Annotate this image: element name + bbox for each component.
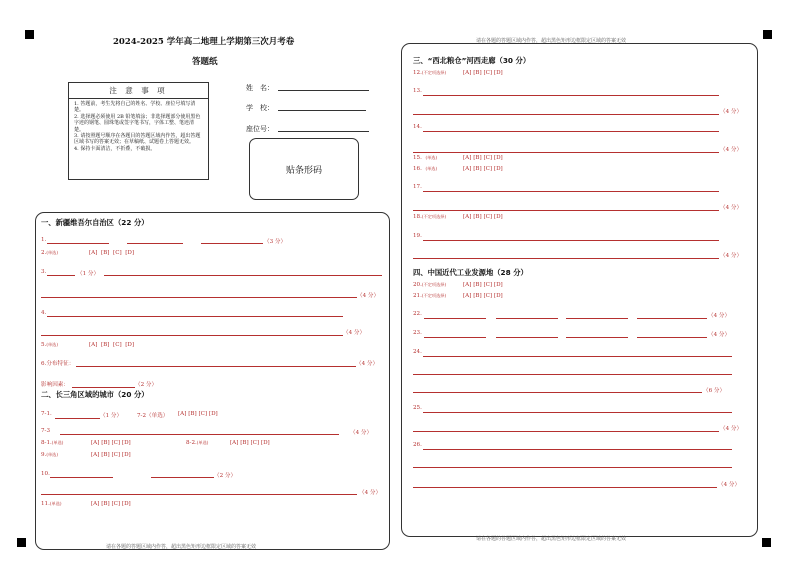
- q23-score: （4 分）: [708, 332, 731, 338]
- notice-item: 4. 保持卡面清洁，不折叠，不破损。: [74, 145, 156, 152]
- seat-label: 座位号：: [246, 125, 274, 133]
- q19-line-2[interactable]: [413, 258, 719, 259]
- q20-label: 20.(不定项选择): [413, 282, 447, 288]
- q10-blank-1[interactable]: [50, 477, 113, 478]
- q7-2-label: 7-2（单选）: [137, 413, 169, 419]
- q6b-label: 影响因素：: [41, 382, 69, 388]
- q13-line-1[interactable]: [423, 95, 719, 96]
- section-3-heading: 三、“西北粮仓”河西走廊（30 分）: [413, 56, 531, 65]
- notice-box: [68, 82, 209, 180]
- q26-label: 26.: [413, 442, 422, 448]
- notice-heading: 注 意 事 项: [109, 86, 168, 95]
- section-4-heading: 四、中国近代工业发源地（28 分）: [413, 268, 528, 277]
- page-subtitle: 答题纸: [192, 57, 218, 67]
- q6-score: （4 分）: [356, 361, 379, 367]
- q3-line-1[interactable]: [104, 275, 382, 276]
- q10-score: （2 分）: [214, 473, 237, 479]
- q19-score: （4 分）: [720, 253, 743, 259]
- q22-blank-2[interactable]: [496, 318, 558, 319]
- boundary-notice-top-right: 请在各题的答题区域内作答，超出黑色矩形边框限定区域的答案无效: [476, 38, 627, 44]
- q1-label: 1.: [41, 237, 47, 243]
- notice-item: 3. 请按照题号顺序在各题目的答题区域内作答，超出答题区域书写的答案无效；在草稿纸、试题卷上答题无效。: [74, 133, 201, 146]
- section-1-heading: 一、新疆维吾尔自治区（22 分）: [41, 218, 149, 227]
- q15-label: 15. (单选): [413, 155, 438, 161]
- q4-score: （4 分）: [343, 330, 366, 336]
- alignment-mark-top-left: [25, 30, 34, 39]
- q25-score: （4 分）: [720, 426, 743, 432]
- q14-label: 14.: [413, 124, 422, 130]
- q11-label: 11.(单选): [41, 501, 62, 507]
- q2-label: 2.(单选): [41, 250, 58, 256]
- q25-line-1[interactable]: [423, 412, 732, 413]
- section-2-heading: 二、长三角区域的城市（20 分）: [41, 390, 149, 399]
- notice-item: 1. 答题前，考生先将自己的姓名、学校、座位号填写清楚。: [74, 101, 196, 114]
- school-label: 学 校：: [246, 104, 274, 112]
- q16-label: 16. (单选): [413, 166, 438, 172]
- q2-choices[interactable]: [A] [B] [C] [D]: [89, 250, 135, 256]
- q24-label: 24.: [413, 349, 422, 355]
- answer-box-left: [35, 212, 390, 550]
- q26-line-1[interactable]: [423, 449, 732, 450]
- q6b-score: （2 分）: [135, 382, 158, 388]
- q23-blank-4[interactable]: [637, 337, 707, 338]
- q24-line-1[interactable]: [423, 356, 732, 357]
- q22-blank-3[interactable]: [566, 318, 628, 319]
- q1-blank-3[interactable]: [201, 243, 263, 244]
- q15-choices[interactable]: [A] [B] [C] [D]: [463, 155, 503, 161]
- q7-3-label: 7-3: [41, 428, 51, 434]
- q6-label: 6.分布特征：: [41, 361, 75, 367]
- name-label: 姓 名：: [246, 84, 274, 92]
- q20-choices[interactable]: [A] [B] [C] [D]: [463, 282, 503, 288]
- q3-score: （1 分）: [77, 271, 100, 277]
- q1-blank-2[interactable]: [127, 243, 183, 244]
- q3-blank[interactable]: [47, 275, 75, 276]
- barcode-area[interactable]: 贴条形码: [249, 138, 359, 200]
- q8-1-choices[interactable]: [A] [B] [C] [D]: [91, 440, 131, 446]
- q23-blank-3[interactable]: [566, 337, 628, 338]
- q8-2-label: 8-2.(单选): [186, 440, 209, 446]
- q26-line-2[interactable]: [413, 467, 732, 468]
- q10-label: 10.: [41, 471, 50, 477]
- q22-label: 22.: [413, 311, 422, 317]
- q21-choices[interactable]: [A] [B] [C] [D]: [463, 293, 503, 299]
- q17-line-2[interactable]: [413, 210, 719, 211]
- q18-choices[interactable]: [A] [B] [C] [D]: [463, 214, 503, 220]
- q24-line-2[interactable]: [413, 374, 732, 375]
- q24-score: （6 分）: [703, 388, 726, 394]
- q14-score: （4 分）: [720, 147, 743, 153]
- q17-score: （4 分）: [720, 205, 743, 211]
- school-field[interactable]: [278, 110, 366, 111]
- q21-label: 21.(不定项选择): [413, 293, 447, 299]
- q12-label: 12.(不定项选择): [413, 70, 447, 76]
- q8-1-label: 8-1.(单选): [41, 440, 64, 446]
- q26-score: （4 分）: [718, 482, 741, 488]
- q14-line-2[interactable]: [413, 152, 719, 153]
- q10-line[interactable]: [41, 494, 357, 495]
- q7-2-choices[interactable]: [A] [B] [C] [D]: [178, 411, 218, 417]
- boundary-notice-bottom-right: 请在各题的答题区域内作答，超出黑色矩形边框限定区域的答案无效: [476, 536, 627, 542]
- boundary-notice-bottom-left: 请在各题的答题区域内作答，超出黑色矩形边框限定区域的答案无效: [106, 544, 257, 550]
- q6-line-1[interactable]: [76, 366, 356, 367]
- q13-score: （4 分）: [720, 109, 743, 115]
- q7-3-line[interactable]: [60, 434, 339, 435]
- q3-line-2[interactable]: [41, 297, 357, 298]
- q13-label: 13.: [413, 88, 422, 94]
- q6b-blank[interactable]: [72, 387, 135, 388]
- q7-1-score: （1 分）: [100, 413, 123, 419]
- q4-line-1[interactable]: [47, 316, 343, 317]
- q16-choices[interactable]: [A] [B] [C] [D]: [463, 166, 503, 172]
- q17-label: 17.: [413, 184, 422, 190]
- q11-choices[interactable]: [A] [B] [C] [D]: [91, 501, 131, 507]
- q19-line-1[interactable]: [423, 240, 719, 241]
- q3-label: 3.: [41, 269, 47, 275]
- q25-line-2[interactable]: [413, 431, 719, 432]
- q22-score: （4 分）: [708, 313, 731, 319]
- q1-score: （3 分）: [264, 239, 287, 245]
- q12-choices[interactable]: [A] [B] [C] [D]: [463, 70, 503, 76]
- q7-1-label: 7-1.: [41, 411, 52, 417]
- q22-blank-1[interactable]: [424, 318, 486, 319]
- q1-blank-1[interactable]: [47, 243, 109, 244]
- q5-choices[interactable]: [A] [B] [C] [D]: [89, 342, 135, 348]
- page-title: 2024-2025 学年高二地理上学期第三次月考卷: [113, 37, 295, 47]
- alignment-mark-top-right: [763, 30, 772, 39]
- q5-label: 5.(单选): [41, 342, 58, 348]
- alignment-mark-bottom-right: [762, 538, 771, 547]
- name-field[interactable]: [278, 90, 369, 91]
- q23-blank-2[interactable]: [496, 337, 558, 338]
- q13-line-2[interactable]: [413, 114, 719, 115]
- q7-3-score: （4 分）: [350, 430, 373, 436]
- q9-label: 9.(单选): [41, 452, 58, 458]
- q8-2-choices[interactable]: [A] [B] [C] [D]: [230, 440, 270, 446]
- q9-choices[interactable]: [A] [B] [C] [D]: [91, 452, 131, 458]
- q17-line-1[interactable]: [423, 191, 719, 192]
- q14-line-1[interactable]: [423, 131, 719, 132]
- q4-label: 4.: [41, 310, 47, 316]
- alignment-mark-bottom-left: [17, 538, 26, 547]
- q25-label: 25.: [413, 405, 422, 411]
- q10-score-2: （4 分）: [359, 490, 382, 496]
- answer-box-right: [401, 43, 758, 537]
- q18-label: 18.(不定项选择): [413, 214, 447, 220]
- q23-blank-1[interactable]: [424, 337, 486, 338]
- q3-score-2: （4 分）: [357, 293, 380, 299]
- q24-line-3[interactable]: [413, 392, 702, 393]
- q19-label: 19.: [413, 233, 422, 239]
- q10-blank-2[interactable]: [151, 477, 214, 478]
- q23-label: 23.: [413, 330, 422, 336]
- notice-item: 2. 选择题必须使用 2B 铅笔填涂；非选择题部分使用黑色字迹的钢笔、圆珠笔或签字笔书写，字体工整、笔迹清楚。: [74, 113, 201, 133]
- q22-blank-4[interactable]: [637, 318, 707, 319]
- q4-line-2[interactable]: [41, 335, 343, 336]
- q7-1-blank[interactable]: [55, 418, 100, 419]
- seat-field[interactable]: [278, 131, 369, 132]
- q26-line-3[interactable]: [413, 487, 717, 488]
